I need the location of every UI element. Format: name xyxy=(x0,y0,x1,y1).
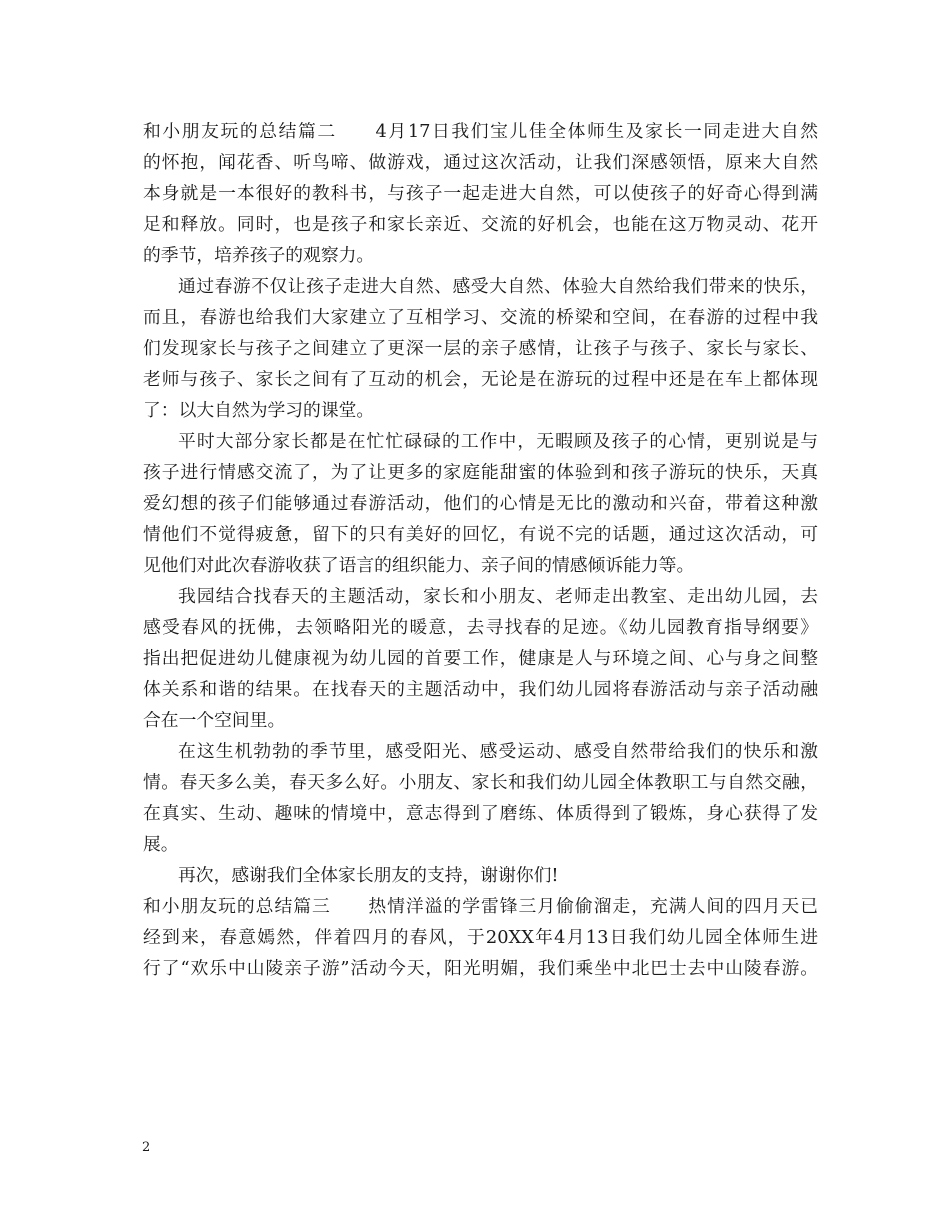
text-line: 的怀抱，闻花香、听鸟啼、做游戏，通过这次活动，让我们深感领悟，原来大自然 xyxy=(143,152,818,173)
text-line: 在这生机勃勃的季节里，感受阳光、感受运动、感受自然带给我们的快乐和激 xyxy=(178,741,818,762)
text-line: 经到来，春意嫣然，伴着四月的春风，于20XX年4月13日我们幼儿园全体师生进 xyxy=(143,927,818,948)
text-line: 合在一个空间里。 xyxy=(143,710,286,731)
text-line: 体关系和谐的结果。在找春天的主题活动中，我们幼儿园将春游活动与亲子活动融 xyxy=(143,679,818,700)
text-line: 们发现家长与孩子之间建立了更深一层的亲子感情，让孩子与孩子、家长与家长、 xyxy=(143,338,818,359)
text-line: 和小朋友玩的总结篇二 4月17日我们宝儿佳全体师生及家长一同走进大自然 xyxy=(143,121,818,142)
text-line: 展。 xyxy=(143,834,179,855)
text-line: 爱幻想的孩子们能够通过春游活动，他们的心情是无比的激动和兴奋，带着这种激 xyxy=(143,493,818,514)
text-line: 平时大部分家长都是在忙忙碌碌的工作中，无暇顾及孩子的心情，更别说是与 xyxy=(178,431,818,452)
text-line: 通过春游不仅让孩子走进大自然、感受大自然、体验大自然给我们带来的快乐， xyxy=(178,276,818,297)
text-line: 了：以大自然为学习的课堂。 xyxy=(143,400,375,421)
document-body xyxy=(143,116,818,984)
text-line: 感受春风的抚佛，去领略阳光的暖意，去寻找春的足迹。《幼儿园教育指导纲要》 xyxy=(143,617,818,638)
text-line: 在真实、生动、趣味的情境中，意志得到了磨练、体质得到了锻炼，身心获得了发 xyxy=(143,803,818,824)
text-line: 再次，感谢我们全体家长朋友的支持，谢谢你们! xyxy=(178,865,559,886)
text-line: 我园结合找春天的主题活动，家长和小朋友、老师走出教室、走出幼儿园，去 xyxy=(178,586,818,607)
text-line: 孩子进行情感交流了，为了让更多的家庭能甜蜜的体验到和孩子游玩的快乐，天真 xyxy=(143,462,818,483)
text-line: 足和释放。同时，也是孩子和家长亲近、交流的好机会，也能在这万物灵动、花开 xyxy=(143,214,818,235)
text-line: 情他们不觉得疲惫，留下的只有美好的回忆，有说不完的话题，通过这次活动，可 xyxy=(143,524,818,545)
text-line: 而且，春游也给我们大家建立了互相学习、交流的桥梁和空间，在春游的过程中我 xyxy=(143,307,818,328)
text-line: 见他们对此次春游收获了语言的组织能力、亲子间的情感倾诉能力等。 xyxy=(143,555,695,576)
text-line: 老师与孩子、家长之间有了互动的机会，无论是在游玩的过程中还是在车上都体现 xyxy=(143,369,818,390)
page-number: 2 xyxy=(142,1140,151,1155)
text-line: 情。春天多么美，春天多么好。小朋友、家长和我们幼儿园全体教职工与自然交融， xyxy=(143,772,818,793)
text-line: 行了“欢乐中山陵亲子游”活动今天，阳光明媚，我们乘坐中北巴士去中山陵春游。 xyxy=(143,958,818,979)
text-line: 本身就是一本很好的教科书，与孩子一起走进大自然，可以使孩子的好奇心得到满 xyxy=(143,183,818,204)
text-line: 和小朋友玩的总结篇三 热情洋溢的学雷锋三月偷偷溜走，充满人间的四月天已 xyxy=(143,896,818,917)
text-line: 的季节，培养孩子的观察力。 xyxy=(143,245,375,266)
text-line: 指出把促进幼儿健康视为幼儿园的首要工作，健康是人与环境之间、心与身之间整 xyxy=(143,648,818,669)
